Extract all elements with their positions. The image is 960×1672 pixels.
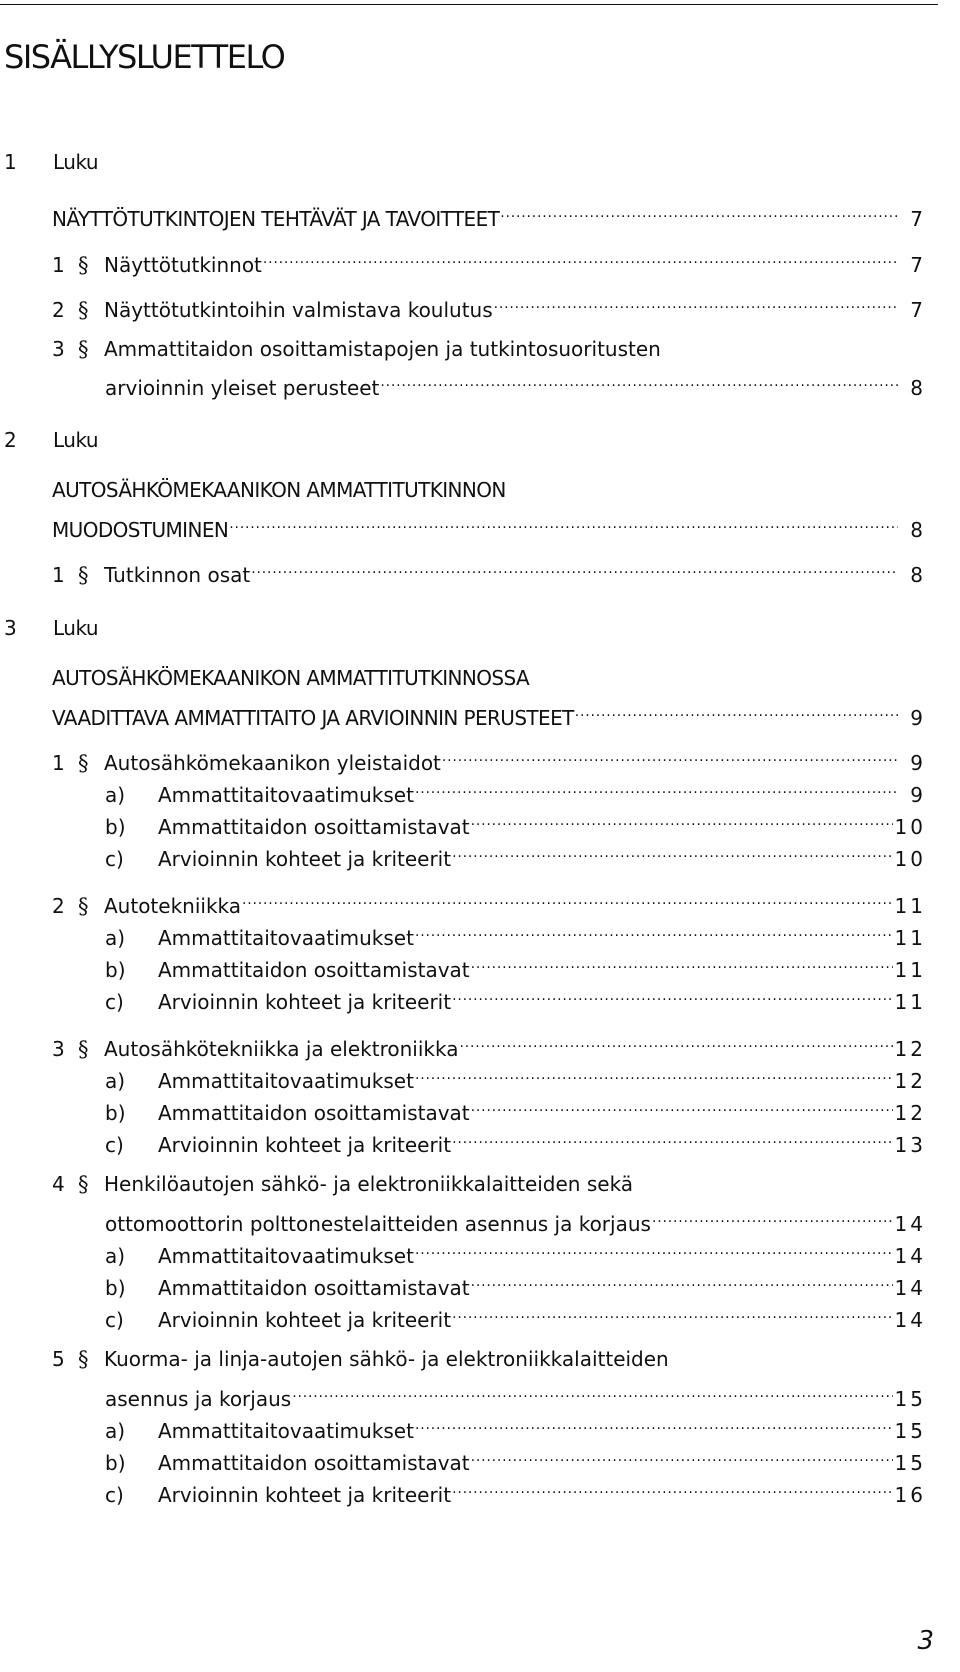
dot-leader (452, 1472, 892, 1502)
page-ref: 12 (894, 1101, 926, 1125)
toc-entry-subsection[interactable] (105, 947, 926, 982)
page-ref: 13 (894, 1133, 926, 1157)
subsection-letter: c) (105, 1483, 124, 1507)
toc-entry-section-line2[interactable] (105, 1201, 926, 1236)
chapter-heading-line1: AUTOSÄHKÖMEKAANIKON AMMATTITUTKINNON (52, 478, 506, 502)
page-ref: 9 (910, 751, 926, 775)
subsection-title: Ammattitaidon osoittamistavat (158, 1101, 470, 1125)
subsection-title: Arvioinnin kohteet ja kriteerit (158, 1483, 452, 1507)
page-ref: 7 (910, 298, 926, 322)
subsection-title: Ammattitaidon osoittamistavat (158, 1451, 470, 1475)
subsection-title: Ammattitaidon osoittamistavat (158, 958, 470, 982)
toc-entry-subsection[interactable] (105, 1440, 926, 1475)
dot-leader (471, 1265, 893, 1295)
chapter-word: Luku (53, 150, 99, 174)
subsection-title: Ammattitaitovaatimukset (158, 783, 414, 807)
section-sign-icon: § (78, 563, 89, 587)
dot-leader (452, 1122, 892, 1152)
page-ref: 11 (894, 990, 926, 1014)
chapter-number: 2 (4, 428, 17, 452)
page-ref: 8 (910, 518, 926, 542)
dot-leader (251, 552, 898, 582)
chapter-word: Luku (53, 616, 99, 640)
page-ref: 9 (910, 706, 926, 730)
dot-leader (575, 695, 898, 725)
dot-leader (471, 947, 893, 977)
dot-leader (494, 287, 898, 317)
subsection-letter: c) (105, 990, 124, 1014)
page-ref: 16 (894, 1483, 926, 1507)
dot-leader (242, 883, 893, 913)
section-sign-icon: § (78, 337, 89, 361)
page-ref: 9 (910, 783, 926, 807)
toc-entry-subsection[interactable] (105, 1090, 926, 1125)
page-ref: 15 (894, 1387, 926, 1411)
chapter-heading-line1: AUTOSÄHKÖMEKAANIKON AMMATTITUTKINNOSSA (52, 666, 530, 690)
section-title: Kuorma- ja linja-autojen sähkö- ja elektroniikkalaitteiden (104, 1347, 669, 1371)
toc-entry-subsection[interactable] (105, 1408, 926, 1443)
toc-entry-chapter-heading[interactable] (52, 695, 926, 730)
section-number: 2 (52, 298, 65, 322)
dot-leader (415, 1408, 893, 1438)
page-ref: 14 (894, 1276, 926, 1300)
page-title: SISÄLLYSLUETTELO (4, 38, 285, 76)
chapter-number: 1 (4, 150, 17, 174)
page-ref: 10 (894, 815, 926, 839)
section-sign-icon: § (78, 894, 89, 918)
subsection-title: Ammattitaidon osoittamistavat (158, 815, 470, 839)
dot-leader (452, 979, 892, 1009)
page-ref: 11 (894, 958, 926, 982)
section-number: 1 (52, 751, 65, 775)
toc-entry-chapter-heading[interactable] (52, 196, 926, 231)
subsection-letter: b) (105, 815, 126, 839)
toc-entry-section[interactable] (52, 740, 926, 775)
chapter-heading: NÄYTTÖTUTKINTOJEN TEHTÄVÄT JA TAVOITTEET (52, 207, 500, 231)
footer-page-number: 3 (917, 1626, 934, 1656)
toc-entry-section[interactable] (52, 287, 926, 322)
section-sign-icon: § (78, 1037, 89, 1061)
section-title: Autosähkömekaanikon yleistaidot (104, 751, 441, 775)
section-title: Ammattitaidon osoittamistapojen ja tutkintosuoritusten (104, 337, 661, 361)
toc-entry-section[interactable] (52, 552, 926, 587)
dot-leader (263, 242, 898, 272)
toc-entry-section[interactable] (52, 242, 926, 277)
toc-entry-subsection[interactable] (105, 1297, 926, 1332)
page-ref: 12 (894, 1069, 926, 1093)
dot-leader (471, 1090, 893, 1120)
subsection-letter: b) (105, 1101, 126, 1125)
page-ref: 7 (910, 207, 926, 231)
toc-entry-section-line1 (52, 334, 661, 364)
toc-entry-chapter-heading[interactable] (52, 507, 926, 542)
dot-leader (415, 772, 898, 802)
page-ref: 8 (910, 376, 926, 400)
page-ref: 11 (894, 926, 926, 950)
subsection-letter: c) (105, 847, 124, 871)
subsection-letter: b) (105, 1451, 126, 1475)
section-title: Tutkinnon osat (104, 563, 251, 587)
toc-entry-subsection[interactable] (105, 836, 926, 871)
section-number: 1 (52, 253, 65, 277)
subsection-title: Arvioinnin kohteet ja kriteerit (158, 990, 452, 1014)
section-title: Näyttötutkinnot (104, 253, 262, 277)
toc-entry-section[interactable] (52, 1026, 926, 1061)
page-ref: 10 (894, 847, 926, 871)
toc-entry-subsection[interactable] (105, 915, 926, 950)
subsection-letter: a) (105, 1244, 126, 1268)
toc-entry-subsection[interactable] (105, 1265, 926, 1300)
section-title: Autotekniikka (104, 894, 242, 918)
subsection-letter: c) (105, 1308, 124, 1332)
section-number: 1 (52, 563, 65, 587)
toc-entry-section-line2[interactable] (105, 1376, 926, 1411)
section-title-cont: asennus ja korjaus (105, 1387, 292, 1411)
section-number: 3 (52, 1037, 65, 1061)
toc-entry-subsection[interactable] (105, 804, 926, 839)
section-sign-icon: § (78, 298, 89, 322)
chapter-label (4, 428, 98, 452)
section-number: 3 (52, 337, 65, 361)
subsection-letter: c) (105, 1133, 124, 1157)
dot-leader (652, 1201, 893, 1231)
section-number: 5 (52, 1347, 65, 1371)
section-number: 4 (52, 1172, 65, 1196)
subsection-title: Ammattitaidon osoittamistavat (158, 1276, 470, 1300)
chapter-word: Luku (53, 428, 99, 452)
page-ref: 8 (910, 563, 926, 587)
section-title-cont: ottomoottorin polttonestelaitteiden asennus ja korjaus (105, 1212, 651, 1236)
section-title: Näyttötutkintoihin valmistava koulutus (104, 298, 493, 322)
dot-leader (459, 1026, 892, 1056)
section-sign-icon: § (78, 1172, 89, 1196)
subsection-letter: a) (105, 1069, 126, 1093)
dot-leader (471, 1440, 893, 1470)
dot-leader (380, 365, 898, 395)
subsection-letter: b) (105, 1276, 126, 1300)
dot-leader (500, 196, 898, 226)
chapter-number: 3 (4, 616, 17, 640)
toc-entry-subsection[interactable] (105, 1122, 926, 1157)
subsection-title: Ammattitaitovaatimukset (158, 1244, 414, 1268)
dot-leader (292, 1376, 892, 1406)
subsection-letter: b) (105, 958, 126, 982)
subsection-letter: a) (105, 1419, 126, 1443)
section-sign-icon: § (78, 1347, 89, 1371)
dot-leader (415, 1233, 893, 1263)
subsection-letter: a) (105, 783, 126, 807)
chapter-heading-line2: MUODOSTUMINEN (52, 518, 229, 542)
toc-entry-subsection[interactable] (105, 1058, 926, 1093)
subsection-title: Arvioinnin kohteet ja kriteerit (158, 847, 452, 871)
page-ref: 11 (894, 894, 926, 918)
page-ref: 7 (910, 253, 926, 277)
page-ref: 14 (894, 1212, 926, 1236)
subsection-title: Ammattitaitovaatimukset (158, 926, 414, 950)
chapter-label (4, 616, 98, 640)
toc-entry-subsection[interactable] (105, 979, 926, 1014)
toc-entry-section-line1 (52, 1344, 669, 1374)
chapter-heading-line2: VAADITTAVA AMMATTITAITO JA ARVIOINNIN PERUSTEET (52, 706, 574, 730)
page-ref: 15 (894, 1419, 926, 1443)
subsection-title: Ammattitaitovaatimukset (158, 1419, 414, 1443)
dot-leader (415, 915, 893, 945)
dot-leader (452, 836, 892, 866)
toc-entry-subsection[interactable] (105, 772, 926, 807)
section-title: Autosähkötekniikka ja elektroniikka (104, 1037, 459, 1061)
section-number: 2 (52, 894, 65, 918)
page-ref: 14 (894, 1308, 926, 1332)
top-rule (0, 4, 938, 5)
page-ref: 15 (894, 1451, 926, 1475)
toc-entry-section[interactable] (52, 883, 926, 918)
dot-leader (442, 740, 898, 770)
subsection-title: Arvioinnin kohteet ja kriteerit (158, 1133, 452, 1157)
section-sign-icon: § (78, 751, 89, 775)
subsection-title: Ammattitaitovaatimukset (158, 1069, 414, 1093)
dot-leader (471, 804, 893, 834)
section-title: Henkilöautojen sähkö- ja elektroniikkalaitteiden sekä (104, 1172, 634, 1196)
toc-entry-section-line2[interactable] (105, 365, 926, 400)
toc-entry-subsection[interactable] (105, 1472, 926, 1507)
dot-leader (415, 1058, 893, 1088)
toc-entry-section-line1 (52, 1169, 633, 1199)
dot-leader (452, 1297, 892, 1327)
toc-entry-subsection[interactable] (105, 1233, 926, 1268)
dot-leader (229, 507, 898, 537)
page-ref: 14 (894, 1244, 926, 1268)
chapter-label (4, 150, 98, 174)
subsection-title: Arvioinnin kohteet ja kriteerit (158, 1308, 452, 1332)
page-ref: 12 (894, 1037, 926, 1061)
section-sign-icon: § (78, 253, 89, 277)
section-title-cont: arvioinnin yleiset perusteet (105, 376, 380, 400)
subsection-letter: a) (105, 926, 126, 950)
